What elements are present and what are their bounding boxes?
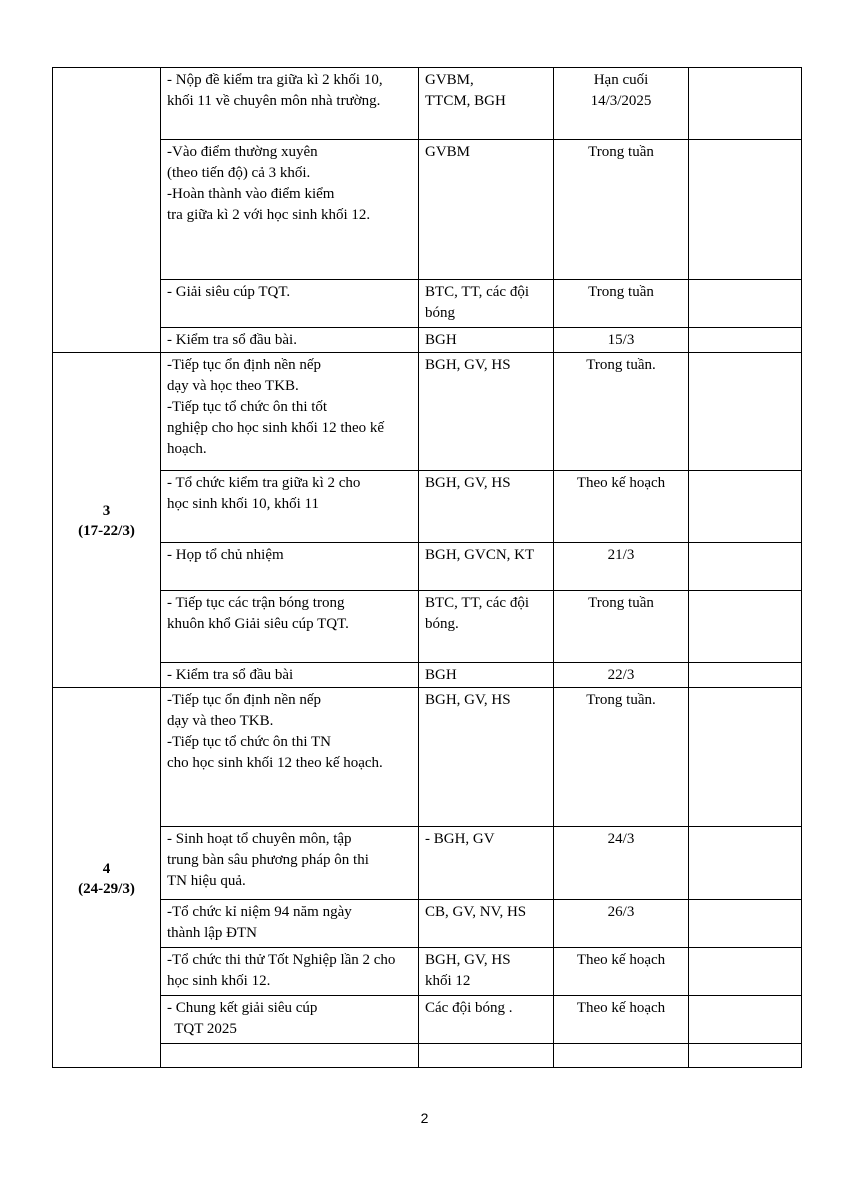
responsible-cell: BGH (419, 663, 554, 688)
task-cell: - Sinh hoạt tổ chuyên môn, tập trung bàn sâu phương pháp ôn thi TN hiệu quả. (161, 827, 419, 900)
week-range: (17-22/3) (78, 523, 135, 539)
task-cell: - Chung kết giải siêu cúp TQT 2025 (161, 996, 419, 1044)
note-cell (689, 471, 802, 543)
week-cell (53, 688, 161, 1068)
table-row (53, 591, 802, 663)
table-row (53, 328, 802, 353)
task-cell: - Kiểm tra sổ đầu bài. (161, 328, 419, 353)
table-row (53, 280, 802, 328)
week-number: 3 (102, 503, 111, 519)
note-cell (689, 1044, 802, 1068)
responsible-cell: BGH, GV, HS khối 12 (419, 948, 554, 996)
note-cell (689, 591, 802, 663)
table-row (53, 353, 802, 471)
responsible-cell: - BGH, GV (419, 827, 554, 900)
responsible-cell: BTC, TT, các đội bóng (419, 280, 554, 328)
task-cell: -Tổ chức kỉ niệm 94 năm ngày thành lập ĐTN (161, 900, 419, 948)
time-cell (554, 1044, 689, 1068)
table-row (53, 140, 802, 280)
time-cell: 15/3 (554, 328, 689, 353)
responsible-cell: Các đội bóng . (419, 996, 554, 1044)
responsible-cell: CB, GV, NV, HS (419, 900, 554, 948)
week-range: (24-29/3) (78, 880, 135, 897)
note-cell (689, 68, 802, 140)
responsible-cell: BGH, GVCN, KT (419, 543, 554, 591)
responsible-cell: BGH (419, 328, 554, 353)
time-cell: Hạn cuối 14/3/2025 (554, 68, 689, 140)
note-cell (689, 280, 802, 328)
responsible-cell: BGH, GV, HS (419, 353, 554, 471)
table-row (53, 663, 802, 688)
time-cell: Trong tuần (554, 280, 689, 328)
responsible-cell (419, 1044, 554, 1068)
task-cell: -Tiếp tục ổn định nền nếp dạy và theo TKB. -Tiếp tục tổ chức ôn thi TN cho học sinh khối 12 theo kế hoạch. (161, 688, 419, 827)
table-row (53, 688, 802, 827)
task-cell: -Vào điểm thường xuyên (theo tiến độ) cả 3 khối. -Hoàn thành vào điểm kiểm tra giữa kì 2 với học sinh khối 12. (161, 140, 419, 280)
time-cell: 22/3 (554, 663, 689, 688)
note-cell (689, 663, 802, 688)
time-cell: 24/3 (554, 827, 689, 900)
time-cell: 26/3 (554, 900, 689, 948)
task-cell: -Tiếp tục ổn định nền nếp dạy và học theo TKB. -Tiếp tục tổ chức ôn thi tốt nghiệp cho học sinh khối 12 theo kế hoạch. (161, 353, 419, 471)
task-cell: -Tổ chức thi thử Tốt Nghiệp lần 2 cho học sinh khối 12. (161, 948, 419, 996)
table-row (53, 900, 802, 948)
plan-table (52, 67, 802, 1068)
task-cell: - Nộp đề kiểm tra giữa kì 2 khối 10, khối 11 về chuyên môn nhà trường. (161, 68, 419, 140)
responsible-cell: GVBM, TTCM, BGH (419, 68, 554, 140)
time-cell: Trong tuần (554, 591, 689, 663)
week-number: 4 (102, 860, 111, 877)
week-cell (53, 353, 161, 688)
task-cell: - Kiểm tra sổ đầu bài (161, 663, 419, 688)
week-cell (53, 68, 161, 353)
time-cell: Trong tuần (554, 140, 689, 280)
note-cell (689, 140, 802, 280)
responsible-cell: BGH, GV, HS (419, 688, 554, 827)
page-number: 2 (420, 1110, 429, 1126)
time-cell: Trong tuần. (554, 353, 689, 471)
time-cell: Trong tuần. (554, 688, 689, 827)
note-cell (689, 827, 802, 900)
responsible-cell: BGH, GV, HS (419, 471, 554, 543)
task-cell: - Họp tổ chủ nhiệm (161, 543, 419, 591)
note-cell (689, 948, 802, 996)
time-cell: Theo kế hoạch (554, 471, 689, 543)
time-cell: Theo kế hoạch (554, 996, 689, 1044)
note-cell (689, 900, 802, 948)
note-cell (689, 688, 802, 827)
task-cell: - Tổ chức kiểm tra giữa kì 2 cho học sinh khối 10, khối 11 (161, 471, 419, 543)
table-row (53, 996, 802, 1044)
table-row (53, 471, 802, 543)
time-cell: 21/3 (554, 543, 689, 591)
task-cell (161, 1044, 419, 1068)
note-cell (689, 328, 802, 353)
table-row (53, 543, 802, 591)
time-cell: Theo kế hoạch (554, 948, 689, 996)
task-cell: - Tiếp tục các trận bóng trong khuôn khổ Giải siêu cúp TQT. (161, 591, 419, 663)
table-row (53, 948, 802, 996)
responsible-cell: BTC, TT, các đội bóng. (419, 591, 554, 663)
responsible-cell: GVBM (419, 140, 554, 280)
table-row (53, 827, 802, 900)
note-cell (689, 996, 802, 1044)
table-row (53, 68, 802, 140)
note-cell (689, 353, 802, 471)
table-row (53, 1044, 802, 1068)
note-cell (689, 543, 802, 591)
task-cell: - Giải siêu cúp TQT. (161, 280, 419, 328)
